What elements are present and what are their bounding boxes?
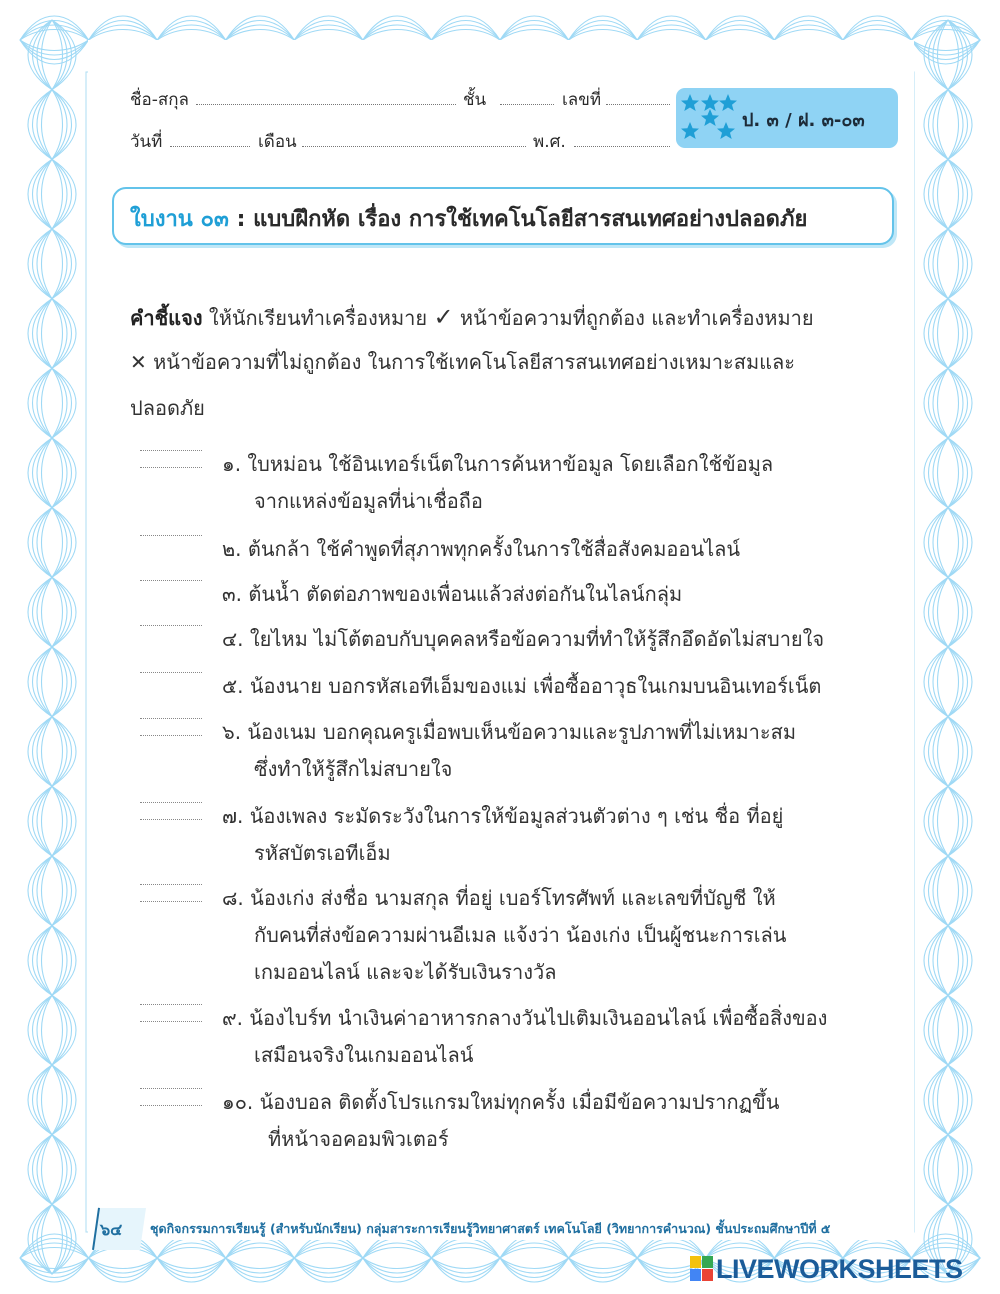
worksheet-number: ใบงาน ๐๓ bbox=[130, 207, 229, 232]
instructions-text-b: หน้าข้อความที่ถูกต้อง และทำเครื่องหมาย bbox=[459, 306, 814, 330]
footer-text: ชุดกิจกรรมการเรียนรู้ (สำหรับนักเรียน) กลุ่มสาระการเรียนรู้วิทยาศาสตร์ เทคโนโลยี (วิทยาการคำนวณ) ชั้นประถมศึกษาปีที่ ๕ bbox=[150, 1221, 831, 1236]
worksheet-title bbox=[130, 201, 807, 236]
worksheet-topic: : แบบฝึกหัด เรื่อง การใช้เทคโนโลยีสารสนเทศอย่างปลอดภัย bbox=[236, 207, 808, 232]
instructions-text-c: หน้าข้อความที่ไม่ถูกต้อง ในการใช้เทคโนโลยีสารสนเทศอย่างเหมาะสมและ bbox=[153, 350, 796, 374]
month-field[interactable] bbox=[302, 146, 526, 147]
grade-code: ป. ๓ / ฝ. ๓-๐๓ bbox=[742, 110, 865, 131]
question-text: ๙. น้องไบร์ท นำเงินค่าอาหารกลางวันไปเติมเงินออนไลน์ เพื่อซื้อสิ่งของ bbox=[222, 1006, 828, 1030]
name-label: ชื่อ-สกุล bbox=[130, 90, 189, 110]
answer-line[interactable] bbox=[140, 718, 202, 719]
class-label: ชั้น bbox=[463, 90, 487, 110]
answer-line[interactable] bbox=[140, 1105, 202, 1106]
number-label: เลขที่ bbox=[562, 90, 602, 110]
answer-line[interactable] bbox=[140, 735, 202, 736]
answer-line[interactable] bbox=[140, 672, 202, 673]
liveworksheets-wordmark: LIVEWORKSHEETS bbox=[716, 1254, 963, 1284]
answer-line[interactable] bbox=[140, 1088, 202, 1089]
cross-icon: ✕ bbox=[130, 350, 147, 374]
page-footer bbox=[82, 1206, 902, 1250]
answer-line[interactable] bbox=[140, 580, 202, 581]
answer-line[interactable] bbox=[140, 625, 202, 626]
question-text: ๑. ใบหม่อน ใช้อินเทอร์เน็ตในการค้นหาข้อมูล โดยเลือกใช้ข้อมูล bbox=[222, 452, 774, 476]
answer-line[interactable] bbox=[140, 884, 202, 885]
instructions-text-a: ให้นักเรียนทำเครื่องหมาย bbox=[208, 306, 428, 330]
answer-line[interactable] bbox=[140, 1021, 202, 1022]
answer-line[interactable] bbox=[140, 535, 202, 536]
day-label: วันที่ bbox=[130, 132, 163, 152]
question-text: รหัสบัตรเอทีเอ็ม bbox=[254, 841, 391, 865]
answer-line[interactable] bbox=[140, 450, 202, 451]
month-label: เดือน bbox=[258, 132, 297, 152]
question-text: กับคนที่ส่งข้อความผ่านอีเมล แจ้งว่า น้องเก่ง เป็นผู้ชนะการเล่น bbox=[254, 923, 787, 947]
question-text: เกมออนไลน์ และจะได้รับเงินรางวัล bbox=[254, 960, 557, 984]
answer-line[interactable] bbox=[140, 802, 202, 803]
worksheet-title-box bbox=[112, 187, 894, 245]
day-field[interactable] bbox=[170, 146, 250, 147]
stars-icon bbox=[680, 92, 738, 144]
year-field[interactable] bbox=[574, 146, 670, 147]
instructions-line-3: ปลอดภัย bbox=[130, 396, 205, 420]
instructions-line-2 bbox=[130, 346, 795, 378]
answer-line[interactable] bbox=[140, 1004, 202, 1005]
instructions-label: คำชี้แจง bbox=[130, 306, 203, 330]
question-text: ๘. น้องเก่ง ส่งชื่อ นามสกุล ที่อยู่ เบอร์โทรศัพท์ และเลขที่บัญชี ให้ bbox=[222, 886, 776, 910]
liveworksheets-logo bbox=[690, 1254, 990, 1286]
name-field[interactable] bbox=[196, 104, 456, 105]
question-text: ที่หน้าจอคอมพิวเตอร์ bbox=[268, 1127, 449, 1151]
question-text: ซึ่งทำให้รู้สึกไม่สบายใจ bbox=[254, 757, 453, 781]
liveworksheets-logo-icon bbox=[690, 1256, 714, 1282]
check-icon: ✓ bbox=[433, 303, 454, 331]
answer-line[interactable] bbox=[140, 819, 202, 820]
question-text: ๖. น้องเนม บอกคุณครูเมื่อพบเห็นข้อความและรูปภาพที่ไม่เหมาะสม bbox=[222, 720, 797, 744]
question-text: ๑๐. น้องบอล ติดตั้งโปรแกรมใหม่ทุกครั้ง เมื่อมีข้อความปรากฏขึ้น bbox=[222, 1090, 780, 1114]
question-text: ๗. น้องเพลง ระมัดระวังในการให้ข้อมูลส่วนตัวต่าง ๆ เช่น ชื่อ ที่อยู่ bbox=[222, 804, 784, 828]
question-text: จากแหล่งข้อมูลที่น่าเชื่อถือ bbox=[254, 489, 483, 513]
answer-line[interactable] bbox=[140, 901, 202, 902]
answer-line[interactable] bbox=[140, 467, 202, 468]
class-field[interactable] bbox=[500, 104, 554, 105]
page-number: ๖๔ bbox=[100, 1220, 123, 1239]
question-text: ๕. น้องนาย บอกรหัสเอทีเอ็มของแม่ เพื่อซื้ออาวุธในเกมบนอินเทอร์เน็ต bbox=[222, 674, 822, 698]
instructions-line-1 bbox=[130, 302, 814, 334]
year-label: พ.ศ. bbox=[533, 132, 566, 152]
question-text: ๒. ต้นกล้า ใช้คำพูดที่สุภาพทุกครั้งในการใช้สื่อสังคมออนไลน์ bbox=[222, 537, 741, 561]
question-text: เสมือนจริงในเกมออนไลน์ bbox=[254, 1043, 474, 1067]
question-text: ๔. ใยไหม ไม่โต้ตอบกับบุคคลหรือข้อความที่ทำให้รู้สึกอึดอัดไม่สบายใจ bbox=[222, 627, 825, 651]
number-field[interactable] bbox=[606, 104, 670, 105]
question-text: ๓. ต้นน้ำ ตัดต่อภาพของเพื่อนแล้วส่งต่อกันในไลน์กลุ่ม bbox=[222, 582, 683, 606]
grade-badge bbox=[676, 88, 898, 148]
